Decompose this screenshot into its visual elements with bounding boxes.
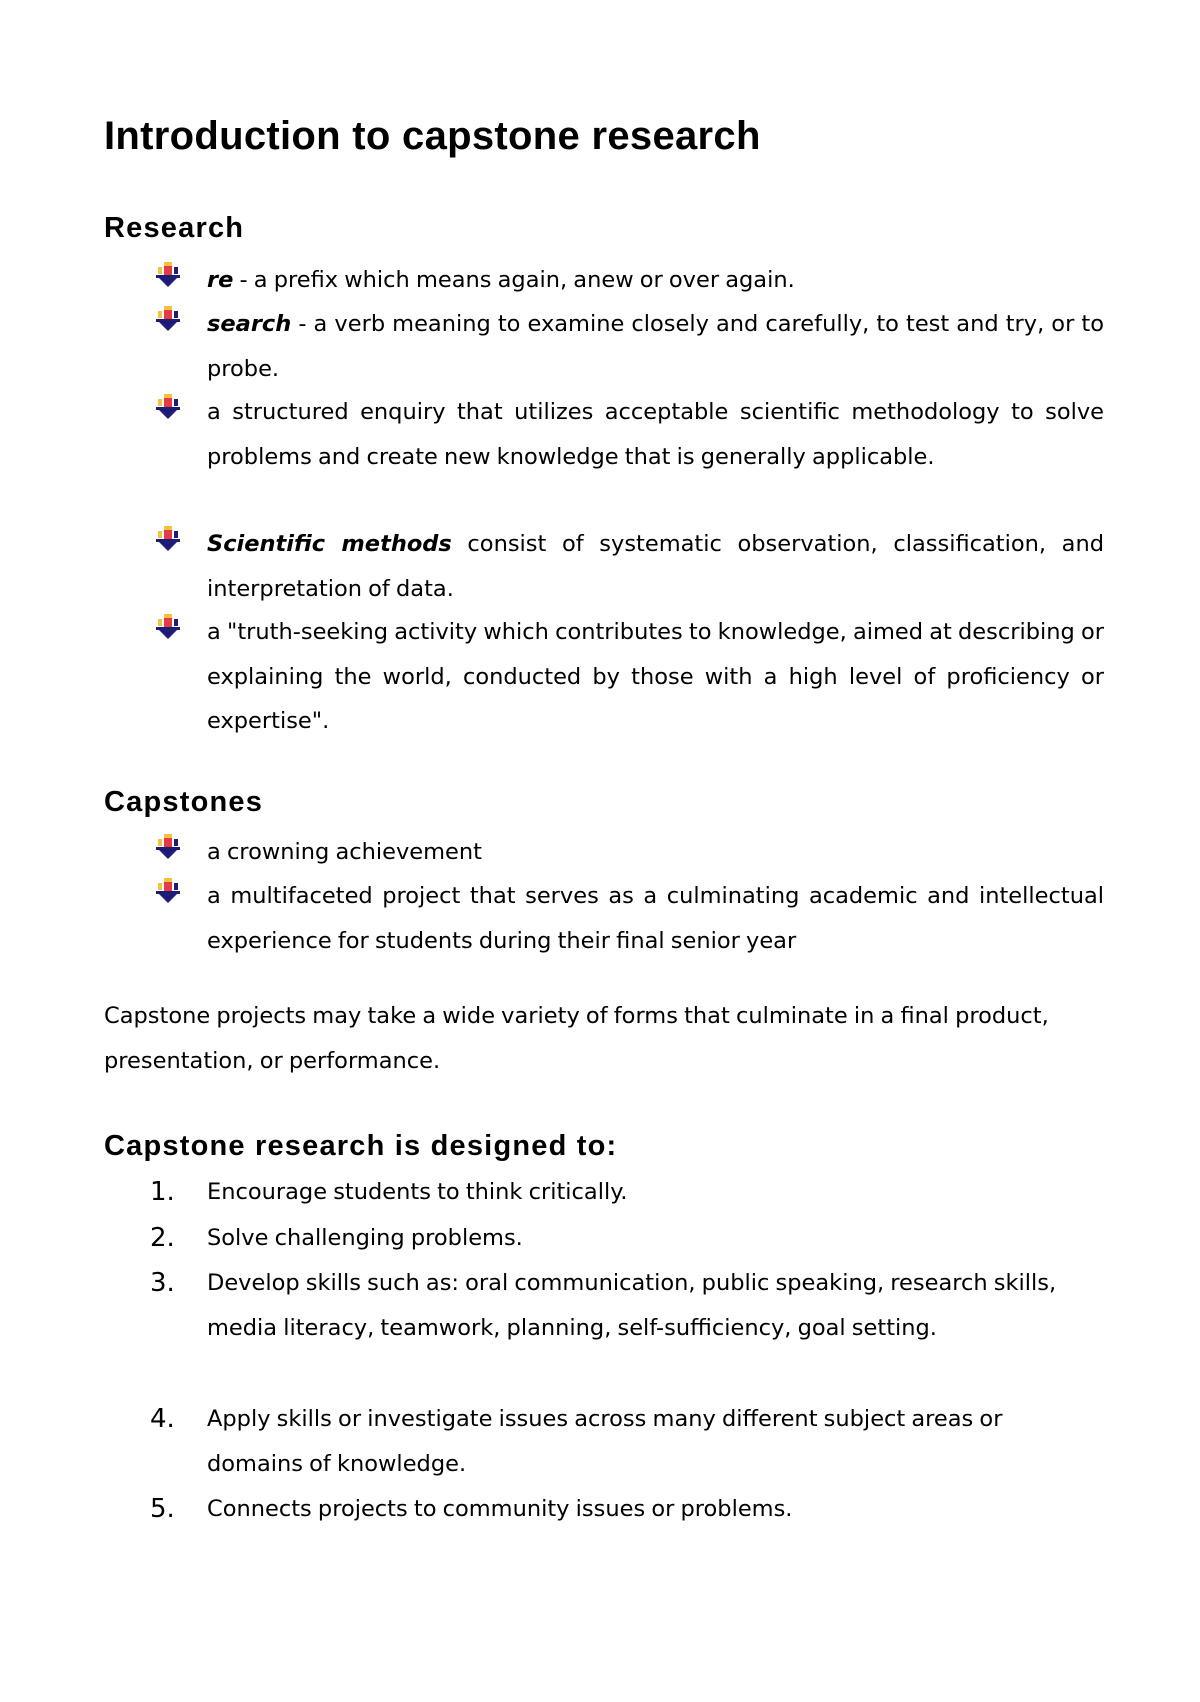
designed-heading: Capstone research is designed to: <box>104 1130 618 1162</box>
numbered-item-text: Apply skills or investigate issues across many different subject areas or domains of knowledge. <box>207 1406 1003 1477</box>
numbered-item-text: Solve challenging problems. <box>207 1225 523 1251</box>
term: re <box>207 267 234 293</box>
down-arrow-bullet-icon <box>155 306 181 332</box>
research-item-text: search - a verb meaning to examine closely and carefully, to test and try, or to probe. <box>207 311 1104 382</box>
list-number: 1. <box>150 1177 175 1207</box>
down-arrow-bullet-icon <box>155 614 181 640</box>
body-paragraph: Capstone projects may take a wide variety of forms that culminate in a final product, presentation, or performance. <box>104 1003 1049 1074</box>
research-item-text: re - a prefix which means again, anew or over again. <box>207 267 795 293</box>
down-arrow-bullet-icon <box>155 878 181 904</box>
numbered-item-text: Develop skills such as: oral communication, public speaking, research skills, media literacy, teamwork, planning, self-sufficiency, goal setting. <box>207 1270 1057 1341</box>
research-item-text: a "truth-seeking activity which contributes to knowledge, aimed at describing or explaining the world, conducted by those with a high level of proficiency or expertise". <box>207 619 1104 734</box>
list-number: 2. <box>150 1223 175 1253</box>
research-item-text: Scientific methods consist of systematic observation, classification, and interpretation of data. <box>207 531 1104 602</box>
term: search <box>207 311 292 337</box>
down-arrow-bullet-icon <box>155 262 181 288</box>
down-arrow-bullet-icon <box>155 834 181 860</box>
term: Scientific methods <box>207 531 452 557</box>
list-number: 3. <box>150 1268 175 1298</box>
capstones-heading: Capstones <box>104 786 264 818</box>
list-number: 5. <box>150 1494 175 1524</box>
down-arrow-bullet-icon <box>155 394 181 420</box>
research-heading: Research <box>104 212 245 244</box>
capstones-item-text: a crowning achievement <box>207 839 482 865</box>
page-title: Introduction to capstone research <box>104 114 761 158</box>
numbered-item-text: Encourage students to think critically. <box>207 1179 628 1205</box>
down-arrow-bullet-icon <box>155 526 181 552</box>
research-item-text: a structured enquiry that utilizes acceptable scientific methodology to solve problems and create new knowledge that is generally applicable. <box>207 399 1104 470</box>
capstones-item-text: a multifaceted project that serves as a culminating academic and intellectual experience for students during their final senior year <box>207 883 1104 954</box>
list-number: 4. <box>150 1404 175 1434</box>
numbered-item-text: Connects projects to community issues or problems. <box>207 1496 793 1522</box>
